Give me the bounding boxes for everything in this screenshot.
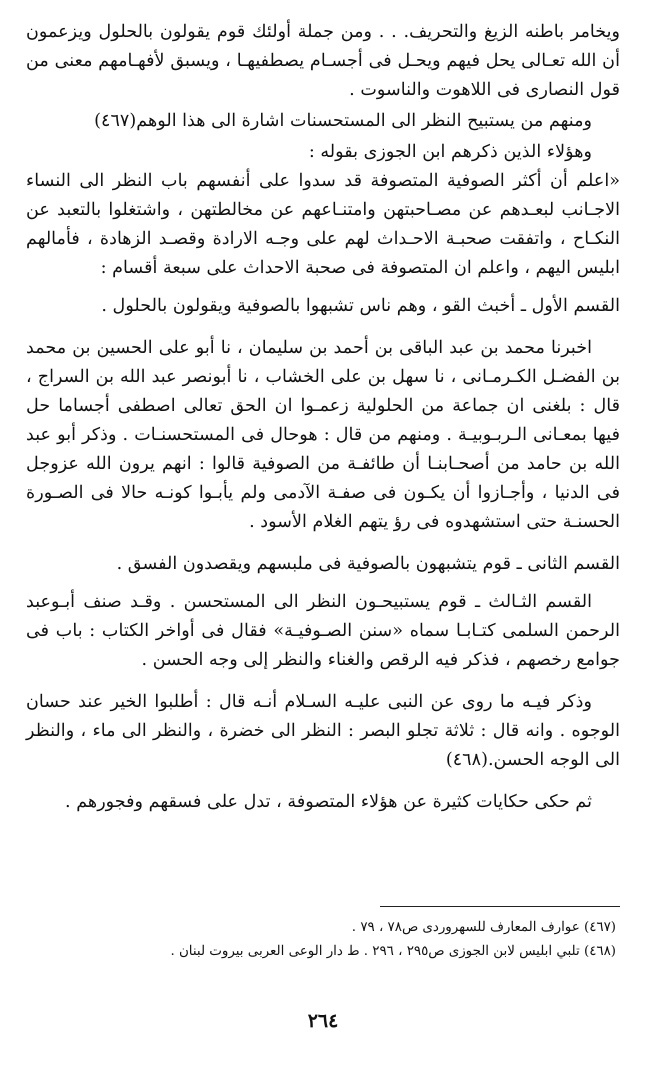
section-one-heading: القسم الأول ـ أخبث القو ، وهم ناس تشبهوا بالصوفية ويقولون بالحلول .	[101, 296, 620, 316]
closing-paragraph: ثم حكى حكايات كثيرة عن هؤلاء المتصوفة ، تدل على فسقهم وفجورهم .	[65, 792, 592, 812]
footnotes	[26, 916, 616, 964]
paragraph-3: وهؤلاء الذين ذكرهم ابن الجوزى بقوله :	[308, 142, 592, 162]
footnote-467: (٤٦٧) عوارف المعارف للسهروردى ص٧٨ ، ٧٩ .	[351, 920, 616, 935]
narration-paragraph: اخبرنا محمد بن عبد الباقى بن أحمد بن سليمان ، نا أبو على الحسين بن محمد بن الفضـل الكـرمـانى ، نا سهل بن على الخشاب ، نا أبونصر عبد الله بن السراج ، قال : بلغنى ان جماعة من الحلولية زعمـوا ان الحق تعالى اصطفى أجساما حل فيها بمعـانى الـربـوبيـة . ومنهم من قال : هوحال فى المستحسنـات . وذكر أبو عبد الله بن حامد من أصحـابنـا أن طائفـة من الصوفية قالوا : انهم يرون الله عزوجل فى الدنيا ، وأجـازوا أن يكـون فى صفـة الآدمى ولم يأبـوا كونـه حالا فى الصـورة الحسنـة حتى استشهدوه فى رؤ يتهم الغلام الأسود .	[26, 338, 620, 532]
footnote-divider	[380, 906, 620, 907]
paragraph-2: ومنهم من يستبيح النظر الى المستحسنات اشارة الى هذا الوهم(٤٦٧)	[94, 111, 592, 131]
paragraph-1: ويخامر باطنه الزيغ والتحريف. . . ومن جملة أولئك قوم يقولون بالحلول ويزعمون أن الله تعـالى يحل فيهم ويحـل فى أجسـام يصطفيهـا ، ويسبق لأفهـامهم معنى من قول النصارى فى اللاهوت والناسوت .	[26, 22, 620, 100]
footnote-468: (٤٦٨) تلبي ابليس لابن الجوزى ص٢٩٥ ، ٢٩٦ . ط دار الوعى العربى بيروت لبنان .	[170, 944, 616, 959]
page-number: ٢٦٤	[307, 1010, 339, 1032]
hadith-paragraph: وذكر فيـه ما روى عن النبى عليـه السـلام أنـه قال : أطلبوا الخير عند حسان الوجوه . وانه قال : ثلاثة تجلو البصر : النظر الى خضرة ، والنظر الى ماء ، والنظر الى الوجه الحسن.(٤٦٨)	[26, 692, 620, 770]
main-text	[26, 18, 620, 817]
quote-paragraph: «اعلم أن أكثر الصوفية المتصوفة قد سدوا على أنفسهم باب النظر الى النساء الاجـانب لبعـدهم عن مصـاحبتهن وامتنـاعهم عن مخالطتهن ، واشتغلوا بالتعبد عن النكـاح ، واتفقت صحبـة الاحـداث لهم على وجـه الارادة وقصـد الزهادة ، فأمالهم ابليس اليهم ، واعلم ان المتصوفة فى صحبة الاحداث على سبعة أقسام :	[26, 171, 620, 278]
section-three-paragraph: القسم الثـالث ـ قوم يستبيحـون النظر الى المستحسن . وقـد صنف أبـوعبد الرحمن السلمى كتـابـا سماه «سنن الصـوفيـة» فقال فى أواخر الكتاب : باب فى جوامع رخصهم ، فذكر فيه الرقص والغناء والنظر إلى وجه الحسن .	[26, 592, 620, 670]
section-two-heading: القسم الثانى ـ قوم يتشبهون بالصوفية فى ملبسهم ويقصدون الفسق .	[116, 554, 620, 574]
